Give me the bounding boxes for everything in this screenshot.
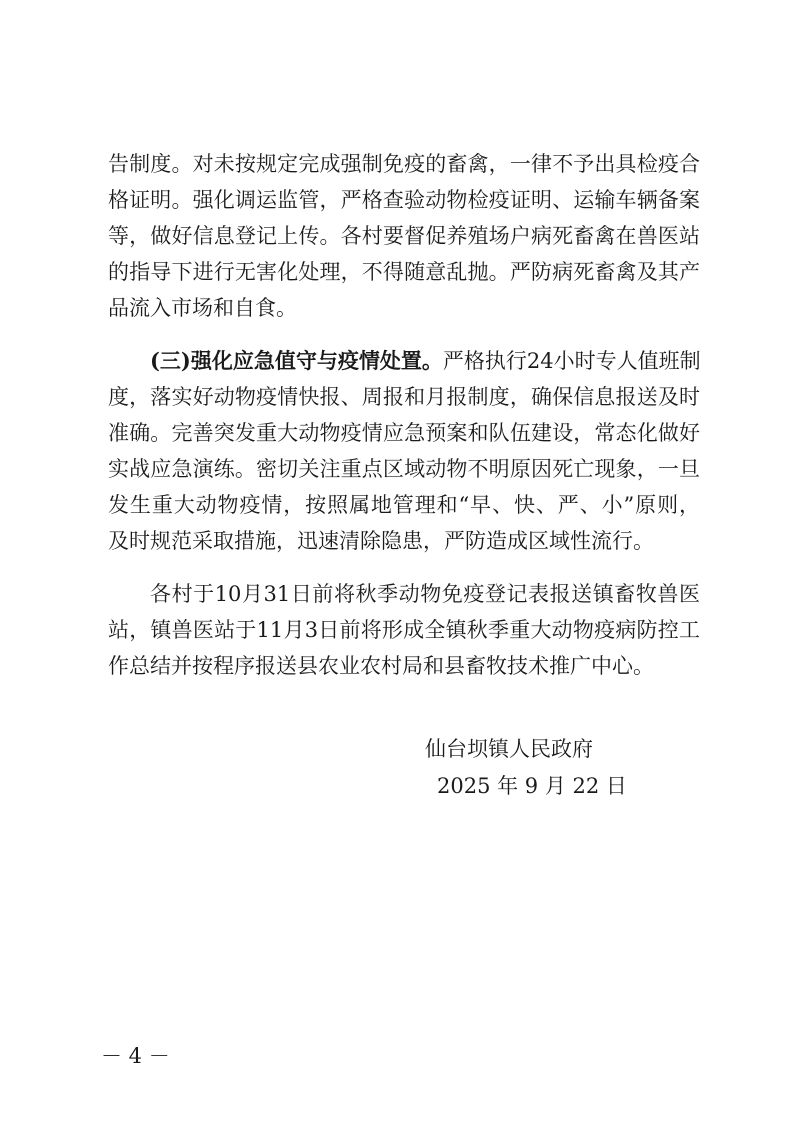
section-first-line [150, 343, 700, 379]
page-number: － 4 － [101, 1044, 170, 1068]
body-line: 的指导下进行无害化处理，不得随意乱抛。严防病死畜禽及其产 [108, 260, 700, 284]
body-line: 等，做好信息登记上传。各村要督促养殖场户病死畜禽在兽医站 [108, 224, 700, 248]
body-line: 告制度。对未按规定完成强制免疫的畜禽，一律不予出具检疫合 [108, 152, 700, 176]
body-line: 实战应急演练。密切关注重点区域动物不明原因死亡现象，一旦 [108, 457, 700, 481]
body-line: 各村于10月31日前将秋季动物免疫登记表报送镇畜牧兽医 [150, 582, 700, 606]
body-line: 格证明。强化调运监管，严格查验动物检疫证明、运输车辆备案 [108, 188, 700, 212]
body-line: 品流入市场和自食。 [108, 296, 297, 320]
section-text: 严格执行24小时专人值班制 [442, 349, 701, 373]
body-line: 发生重大动物疫情，按照属地管理和“早、快、严、小”原则， [108, 493, 700, 517]
body-line: 及时规范采取措施，迅速清除隐患，严防造成区域性流行。 [108, 529, 654, 553]
signature-organization: 仙台坝镇人民政府 [425, 737, 593, 761]
body-line: 站，镇兽医站于11月3日前将形成全镇秋季重大动物疫病防控工 [108, 618, 700, 642]
body-line: 准确。完善突发重大动物疫情应急预案和队伍建设，常态化做好 [108, 421, 700, 445]
body-line: 作总结并按程序报送县农业农村局和县畜牧技术推广中心。 [108, 654, 654, 678]
signature-date: 2025 年 9 月 22 日 [437, 774, 627, 798]
section-heading: (三)强化应急值守与疫情处置。 [150, 348, 443, 373]
body-line: 度，落实好动物疫情快报、周报和月报制度，确保信息报送及时 [108, 385, 700, 409]
